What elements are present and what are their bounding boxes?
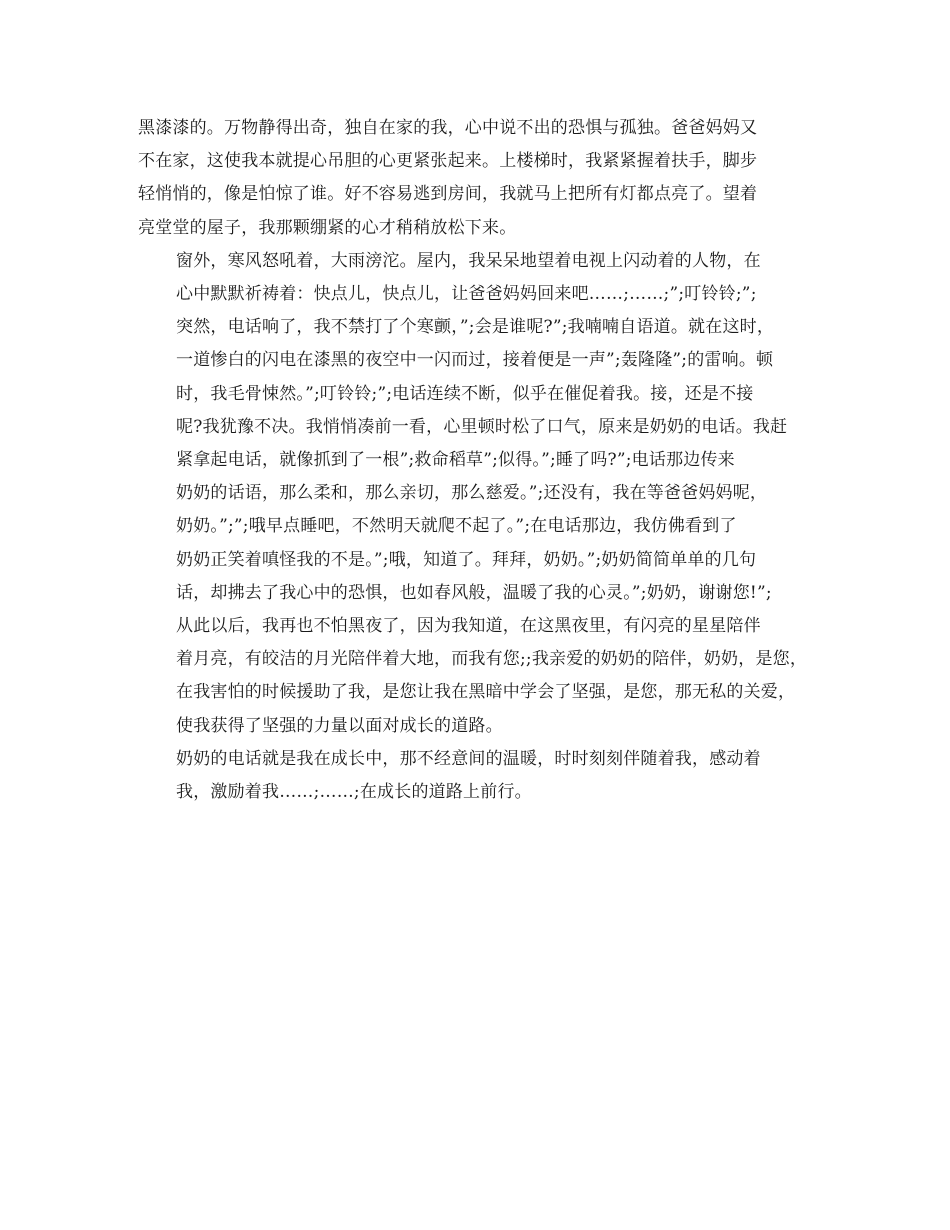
text-line: 黑漆漆的。万物静得出奇，独自在家的我，心中说不出的恐惧与孤独。爸爸妈妈又	[138, 118, 758, 138]
paragraph	[138, 112, 818, 245]
text-line: 从此以后，我再也不怕黑夜了，因为我知道，在这黑夜里，有闪亮的星星陪伴	[176, 616, 761, 637]
paragraph	[138, 610, 818, 743]
text-line: 不在家，这使我本就提心吊胆的心更紧张起来。上楼梯时，我紧紧握着扶手，脚步	[138, 151, 758, 172]
text-line: 在我害怕的时候援助了我，是您让我在黑暗中学会了坚强，是您，那无私的关爱，	[176, 682, 796, 703]
text-line: 奶奶的话语，那么柔和，那么亲切，那么慈爱。”;还没有，我在等爸爸妈妈呢，	[176, 483, 768, 504]
text-line: 话，却拂去了我心中的恐惧，也如春风般，温暖了我的心灵。”;奶奶，谢谢您!”;	[176, 582, 772, 603]
text-line: 一道惨白的闪电在漆黑的夜空中一闪而过，接着便是一声”;轰隆隆”;的雷响。顿	[176, 350, 774, 371]
text-line: 奶奶的电话就是我在成长中，那不经意间的温暖，时时刻刻伴随着我，感动着	[176, 748, 761, 769]
text-line: 奶奶正笑着嗔怪我的不是。”;哦，知道了。拜拜，奶奶。”;奶奶简简单单的几句	[176, 549, 757, 570]
text-line: 紧拿起电话，就像抓到了一根”;救命稻草”;似得。”;睡了吗?”;电话那边传来	[176, 450, 735, 471]
text-line: 时，我毛骨悚然。”;叮铃铃;”;电话连续不断，似乎在催促着我。接，还是不接	[176, 383, 754, 404]
paragraph	[138, 245, 818, 610]
text-line: 轻悄悄的，像是怕惊了谁。好不容易逃到房间，我就马上把所有灯都点亮了。望着	[138, 184, 758, 205]
text-line: 亮堂堂的屋子，我那颗绷紧的心才稍稍放松下来。	[138, 217, 517, 238]
text-line: 着月亮，有皎洁的月光陪伴着大地，而我有您;;我亲爱的奶奶的陪伴，奶奶，是您，	[176, 649, 808, 670]
text-line: 窗外，寒风怒吼着，大雨滂沱。屋内，我呆呆地望着电视上闪动着的人物，在	[176, 250, 761, 271]
text-line: 心中默默祈祷着：快点儿，快点儿，让爸爸妈妈回来吧……;……;”;叮铃铃;”;	[176, 284, 757, 305]
text-line: 突然，电话响了，我不禁打了个寒颤，”;会是谁呢?”;我喃喃自语道。就在这时，	[176, 317, 775, 338]
text-line: 呢?我犹豫不决。我悄悄凑前一看，心里顿时松了口气，原来是奶奶的电话。我赶	[176, 416, 788, 437]
paragraph	[138, 743, 818, 809]
text-line: 奶奶。”;”;哦早点睡吧，不然明天就爬不起了。”;在电话那边，我仿佛看到了	[176, 516, 737, 537]
text-line: 我，激励着我……;……;在成长的道路上前行。	[176, 782, 532, 803]
text-line: 使我获得了坚强的力量以面对成长的道路。	[176, 715, 503, 736]
document-body	[138, 112, 818, 809]
